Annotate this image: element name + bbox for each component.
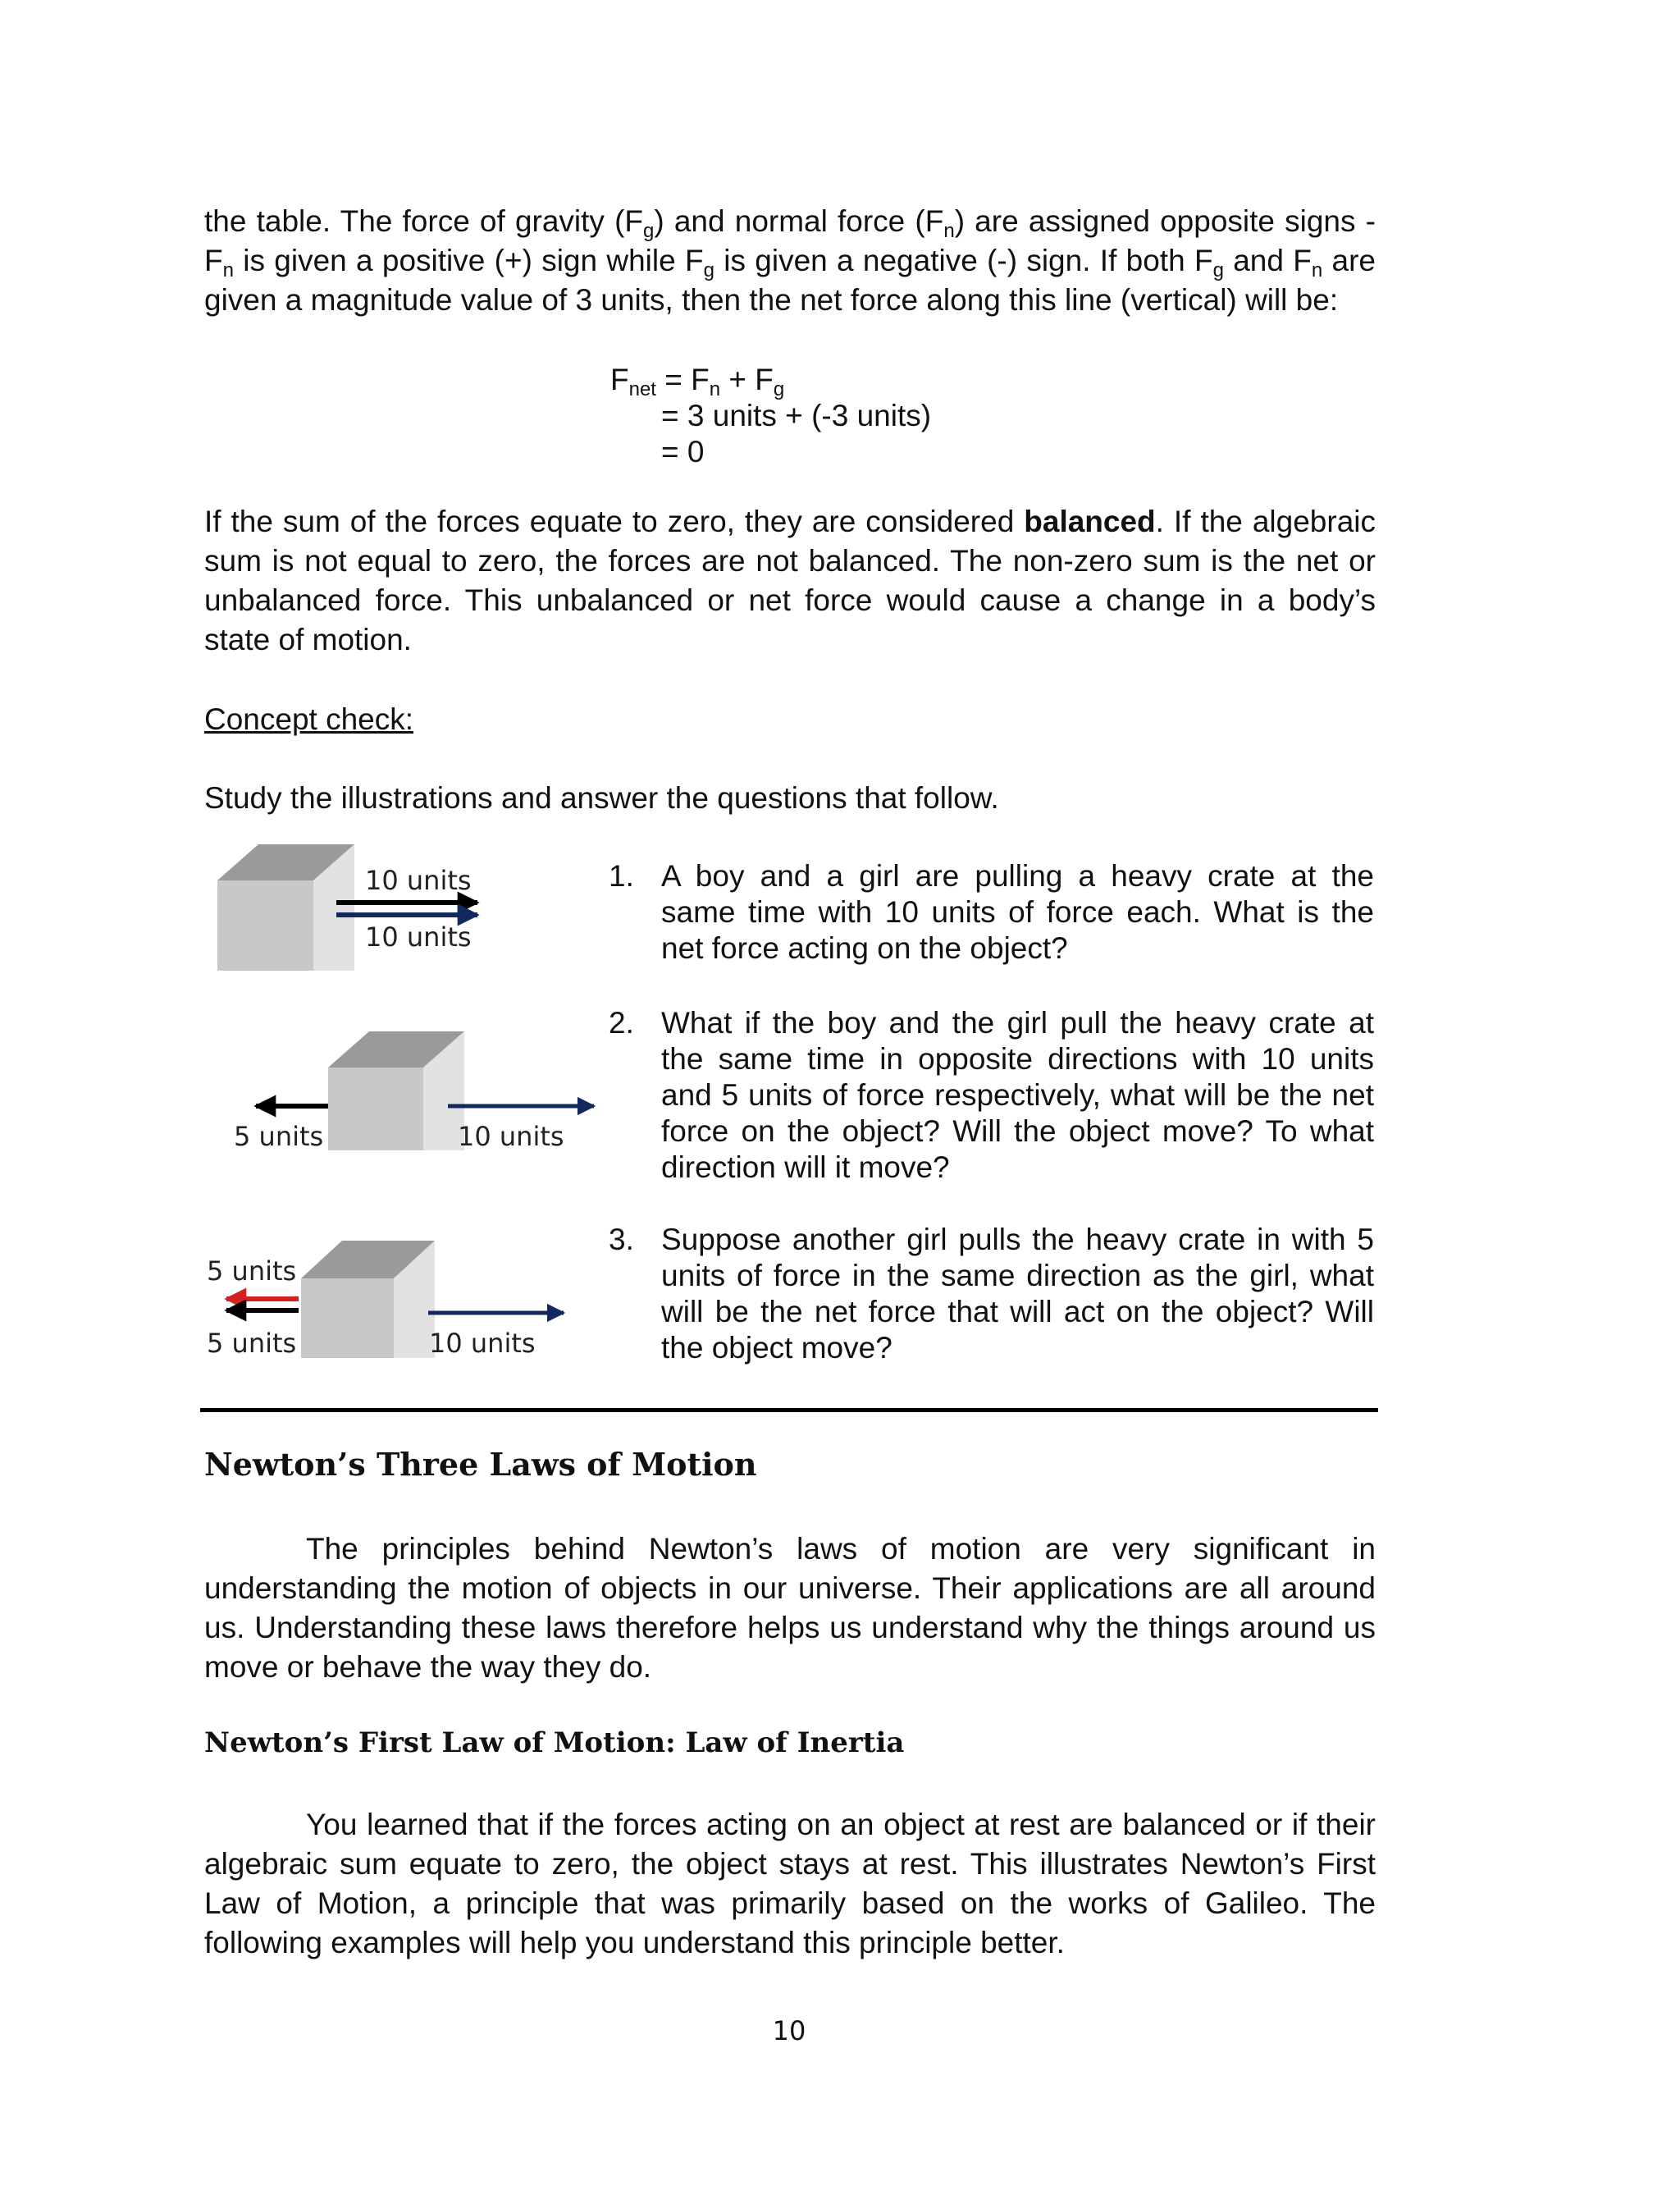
label-d3-right: 10 units (429, 1328, 536, 1359)
question-1: 1. A boy and a girl are pulling a heavy crate at the same time with 10 units of force each. What is the net force acting on the object? (609, 859, 1374, 965)
first-law-heading: Newton’s First Law of Motion: Law of Inertia (204, 1726, 905, 1759)
intro-paragraph: the table. The force of gravity $(F_g)$ and normal force $(F_n)$ are assigned opposite signs - $F_n$ is given a positive (+) sign while $F_g$ is given a negative (-) sign. If both $F_g$ and $F_n$ are given a magnitude value of 3 units, then the net force along this line (vertical) will be: (204, 204, 1376, 317)
section-heading: Newton’s Three Laws of Motion (204, 1446, 757, 1483)
label-d1-top: 10 units (365, 865, 472, 896)
first-law-paragraph: You learned that if the forces acting on an object at rest are balanced or if their algebraic sum equate to zero, the object stays at rest. This illustrates Newton’s First Law of Motion, a principle that was primarily based on the works of Galileo. The following examples will help you understand this principle better. (204, 1808, 1376, 1959)
label-d2-left: 5 units (234, 1121, 324, 1152)
equation-line-2: = 3 units + (-3 units) (661, 399, 932, 432)
equation-line-3: = 0 (661, 435, 705, 469)
force-diagrams (197, 833, 607, 1374)
crate-1 (217, 844, 354, 971)
balanced-paragraph: If the sum of the forces equate to zero, they are considered balanced. If the algebraic sum is not equal to zero, the forces are not balanced. The non-zero sum is the net or unbalanced force. This unbalanced or net force would cause a change in a body’s state of motion. (204, 505, 1376, 656)
crate-3 (301, 1241, 435, 1358)
crate-2 (328, 1031, 464, 1150)
section-divider (200, 1408, 1378, 1412)
equation-line-1: $F_{net} = F_n + F_g$ (610, 363, 785, 400)
label-d3-bottom-left: 5 units (207, 1328, 297, 1359)
label-d1-bottom: 10 units (365, 921, 472, 953)
question-3: 3. Suppose another girl pulls the heavy crate in with 5 units of force in the same direction as the girl, what will be the net force that will act on the object? Will the object move? (609, 1223, 1374, 1365)
page-number: 10 (772, 2015, 806, 2046)
question-2: 2. What if the boy and the girl pull the heavy crate at the same time in opposite directions with 10 units and 5 units of force respectively, what will be the net force on the object? Will the object move? To what direction will it move? (609, 1006, 1374, 1184)
study-prompt: Study the illustrations and answer the questions that follow. (204, 781, 999, 815)
label-d3-top-left: 5 units (207, 1255, 297, 1287)
concept-check-label: Concept check: (204, 702, 414, 736)
laws-intro-paragraph: The principles behind Newton’s laws of motion are very significant in understanding the motion of objects in our universe. Their applications are all around us. Understanding these laws therefore helps us understand why the things around us move or behave the way they do. (204, 1532, 1376, 1684)
label-d2-right: 10 units (458, 1121, 564, 1152)
